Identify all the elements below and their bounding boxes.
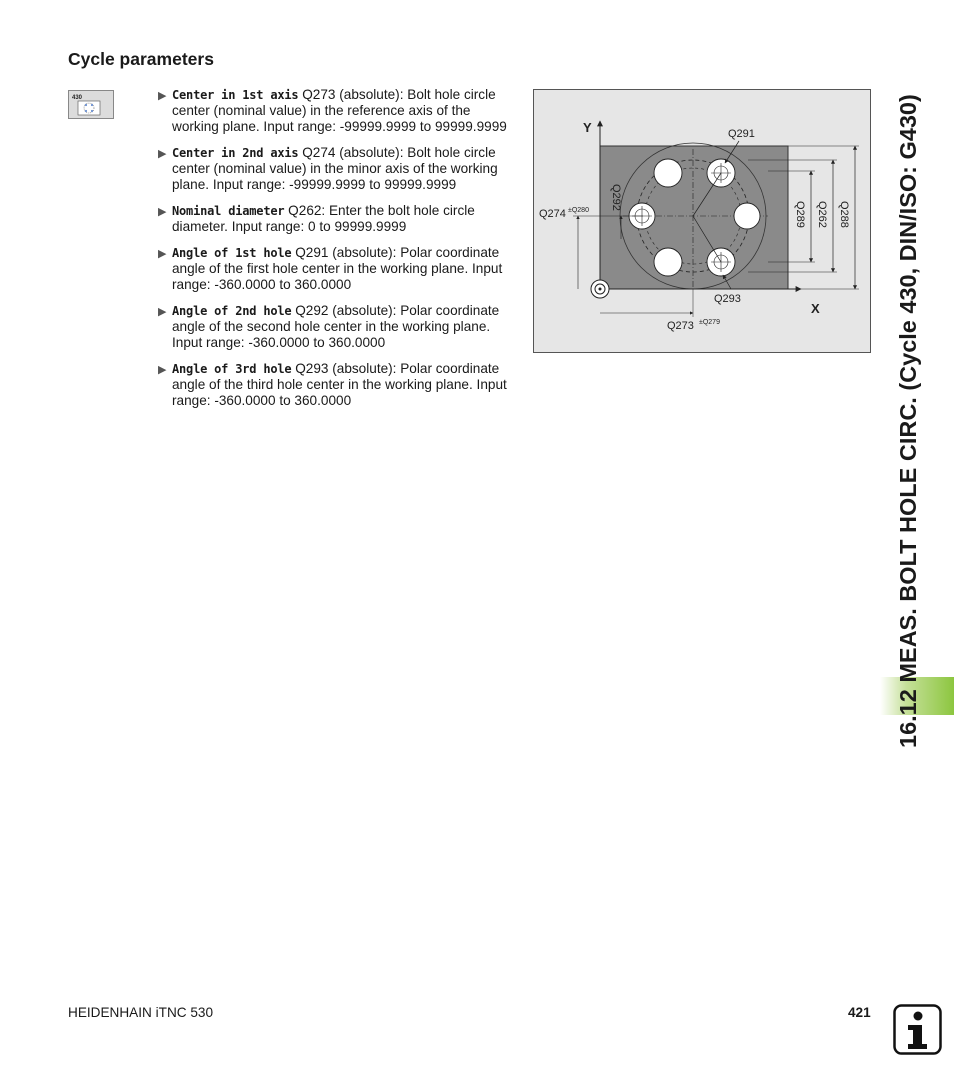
param-nominal-diameter bbox=[158, 203, 518, 235]
bolt-hole-circle-diagram bbox=[533, 89, 871, 353]
triangle-bullet-icon: ▶ bbox=[158, 364, 167, 376]
param-name: Nominal diameter bbox=[172, 204, 285, 218]
q289-label: Q289 bbox=[794, 201, 806, 228]
param-center-1st-axis bbox=[158, 87, 518, 135]
param-name: Center in 2nd axis bbox=[172, 146, 299, 160]
triangle-bullet-icon: ▶ bbox=[158, 306, 167, 318]
triangle-bullet-icon: ▶ bbox=[158, 206, 167, 218]
param-description: Q292 (absolute): Polar coordinate angle of the second hole center in the working plane. Input range: -360.0000 to 360.0000 bbox=[172, 303, 500, 350]
param-name: Angle of 3rd hole bbox=[172, 362, 292, 376]
info-icon bbox=[893, 1004, 942, 1055]
y-axis-label: Y bbox=[583, 120, 592, 135]
q274-label: Q274 bbox=[539, 208, 566, 220]
param-center-2nd-axis bbox=[158, 145, 518, 193]
param-description: Q293 (absolute): Polar coordinate angle of the third hole center in the working plane. Input range: -360.0000 to 360.0000 bbox=[172, 361, 507, 408]
param-angle-3rd-hole bbox=[158, 361, 518, 409]
param-name: Center in 1st axis bbox=[172, 88, 299, 102]
param-name: Angle of 1st hole bbox=[172, 246, 292, 260]
q273-label: Q273 bbox=[667, 320, 694, 332]
param-name: Angle of 2nd hole bbox=[172, 304, 292, 318]
q292-label: Q292 bbox=[610, 184, 622, 211]
q291-label: Q291 bbox=[728, 128, 755, 140]
page-number: 421 bbox=[848, 1005, 871, 1020]
footer-product: HEIDENHAIN iTNC 530 bbox=[68, 1005, 214, 1020]
param-description: Q262: Enter the bolt hole circle diameter. Input range: 0 to 99999.9999 bbox=[172, 203, 475, 234]
q288-label: Q288 bbox=[838, 201, 850, 228]
param-description: Q274 (absolute): Bolt hole circle center (nominal value) in the minor axis of the working plane. Input range: -99999.9999 to 99999.9999 bbox=[172, 145, 498, 192]
q274-tolerance: ±Q280 bbox=[568, 207, 589, 214]
x-axis-label: X bbox=[811, 301, 820, 316]
section-heading: Cycle parameters bbox=[68, 49, 214, 69]
param-description: Q273 (absolute): Bolt hole circle center (nominal value) in the reference axis of the working plane. Input range: -99999.9999 to 99999.9999 bbox=[172, 87, 507, 134]
param-description: Q291 (absolute): Polar coordinate angle of the first hole center in the working plane. Input range: -360.0000 to 360.0000 bbox=[172, 245, 503, 292]
q273-tolerance: ±Q279 bbox=[699, 319, 720, 326]
triangle-bullet-icon: ▶ bbox=[158, 248, 167, 260]
chapter-side-title: 16.12 MEAS. BOLT HOLE CIRC. (Cycle 430, DIN/ISO: G430) bbox=[895, 94, 921, 748]
param-angle-1st-hole bbox=[158, 245, 518, 293]
q293-label: Q293 bbox=[714, 293, 741, 305]
parameter-list bbox=[158, 87, 518, 419]
param-angle-2nd-hole bbox=[158, 303, 518, 351]
q262-label: Q262 bbox=[816, 201, 828, 228]
cycle-430-icon bbox=[68, 90, 114, 119]
cycle-icon-label: 430 bbox=[72, 95, 83, 101]
triangle-bullet-icon: ▶ bbox=[158, 90, 167, 102]
triangle-bullet-icon: ▶ bbox=[158, 148, 167, 160]
